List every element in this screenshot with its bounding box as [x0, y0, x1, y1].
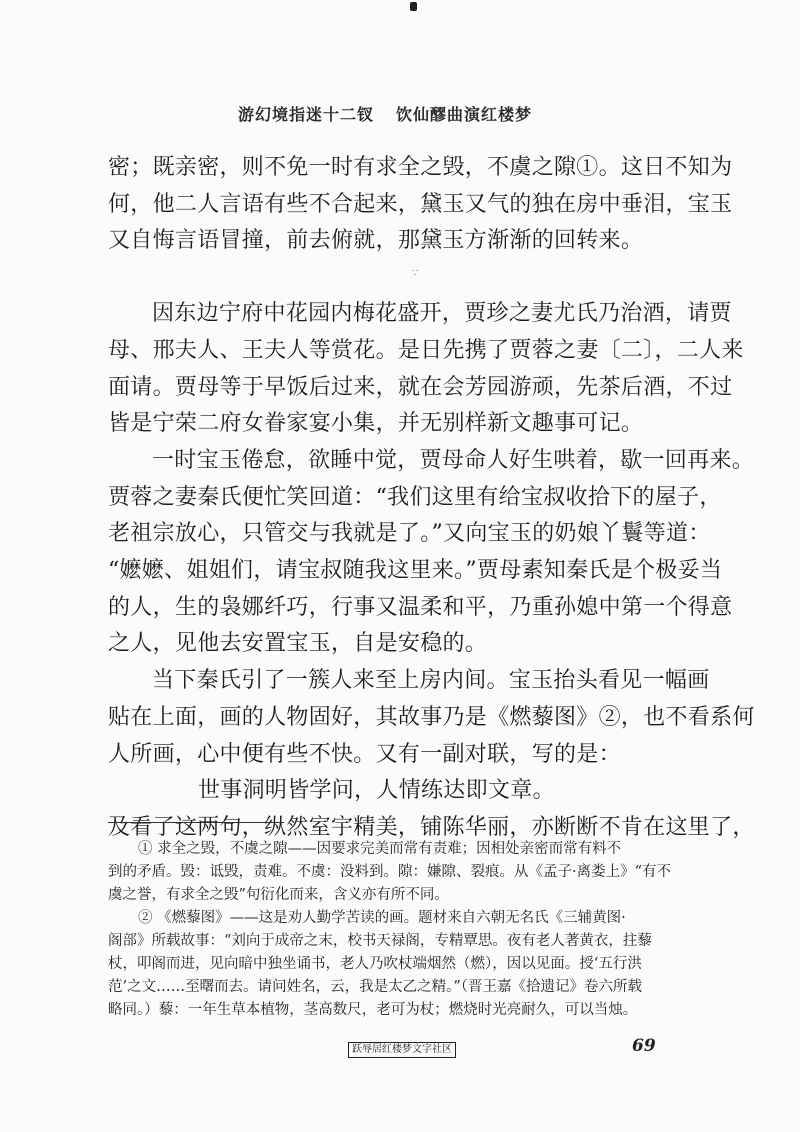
text-line: 贴在上面，画的人物固好，其故事乃是《燃藜图》②，也不看系何 [108, 704, 755, 730]
footnote-line: 略同。）藜：一年生草本植物，茎高数尺，老可为杖；燃烧时光亮耐久，可以当烛。 [108, 1002, 638, 1018]
footnote-line: 阁部》所载故事：“刘向于成帝之末，校书天禄阁，专精覃思。夜有老人著黄衣，拄藜 [108, 933, 652, 949]
footnote-line: 杖，叩阁而进，见向暗中独坐诵书，老人乃吹杖端烟然（燃），因以见面。授‘五行洪 [108, 956, 642, 972]
text-line: “嬷嬷、姐姐们，请宝叔随我这里来。”贾母素知秦氏是个极妥当 [108, 558, 723, 584]
text-line: 人所画，心中便有些不快。又有一副对联，写的是： [108, 741, 621, 767]
scan-dots: ∵ [412, 268, 420, 279]
footnote-line: 虞之誉，有求全之毁”句衍化而来，含义亦有所不同。 [108, 887, 449, 903]
text-line: 当下秦氏引了一簇人来至上房内间。宝玉抬头看见一幅画 [152, 668, 710, 694]
footnote-line: ② 《燃藜图》——这是劝人勤学苦读的画。题材来自六朝无名氏《三辅黄图· [138, 910, 626, 926]
main-text [108, 150, 755, 847]
text-line: 的人，生的袅娜纤巧，行事又温柔和平，乃重孙媳中第一个得意 [108, 594, 733, 620]
scan-speck [410, 2, 417, 11]
header-title-right: 饮仙醪曲演红楼梦 [396, 105, 533, 124]
text-line: 老祖宗放心，只管交与我就是了。”又向宝玉的奶娘丫鬟等道： [108, 521, 711, 547]
text-line: 皆是宁荣二府女眷家宴小集，并无别样新文趣事可记。 [108, 411, 644, 437]
text-line: 何，他二人言语有些不合起来，黛玉又气的独在房中垂泪，宝玉 [108, 191, 733, 217]
text-line: 贾蓉之妻秦氏便忙笑回道：“我们这里有给宝叔收拾下的屋子， [108, 484, 722, 510]
footnotes [108, 838, 688, 1022]
text-line: 母、邢夫人、王夫人等赏花。是日先携了贾蓉之妻〔二〕，二人来 [108, 337, 744, 363]
footnote-line: 到的矛盾。毁：诋毁，责难。不虞：没料到。隙：嫌隙、裂痕。从《孟子·离娄上》“有不 [108, 864, 672, 880]
footnote-line: 范’之文……至曙而去。请问姓名，云，我是太乙之精。”（晋王嘉《拾遗记》卷六所载 [108, 979, 643, 995]
text-line: 密；既亲密，则不免一时有求全之毁，不虞之隙①。这日不知为 [108, 155, 733, 180]
couplet-line: 世事洞明皆学问，人情练达即文章。 [198, 778, 555, 804]
text-line: 又自悔言语冒撞，前去俯就，那黛玉方渐渐的回转来。 [108, 228, 644, 254]
page-number: 69 [632, 1036, 656, 1056]
source-stamp: 跃辱居红楼梦文字社区 [348, 1042, 456, 1058]
text-line: 面请。贾母等于早饭后过来，就在会芳园游顽，先茶后酒，不过 [108, 374, 733, 400]
header-title-left: 游幻境指迷十二钗 [238, 105, 375, 124]
footnote-line: ① 求全之毁，不虞之隙——因要求完美而常有责难；因相处亲密而常有料不 [138, 841, 622, 857]
text-line: 之人，见他去安置宝玉，自是安稳的。 [108, 631, 488, 657]
text-line: 一时宝玉倦怠，欲睡中觉，贾母命人好生哄着，歇一回再来。 [152, 447, 755, 473]
running-header [238, 102, 598, 125]
footnote-divider [108, 822, 284, 823]
text-line: 因东边宁府中花园内梅花盛开，贾珍之妻尤氏乃治酒，请贾 [152, 301, 732, 327]
text-line: 及看了这两句，纵然室宇精美，铺陈华丽，亦断断不肯在这里了， [108, 814, 755, 840]
